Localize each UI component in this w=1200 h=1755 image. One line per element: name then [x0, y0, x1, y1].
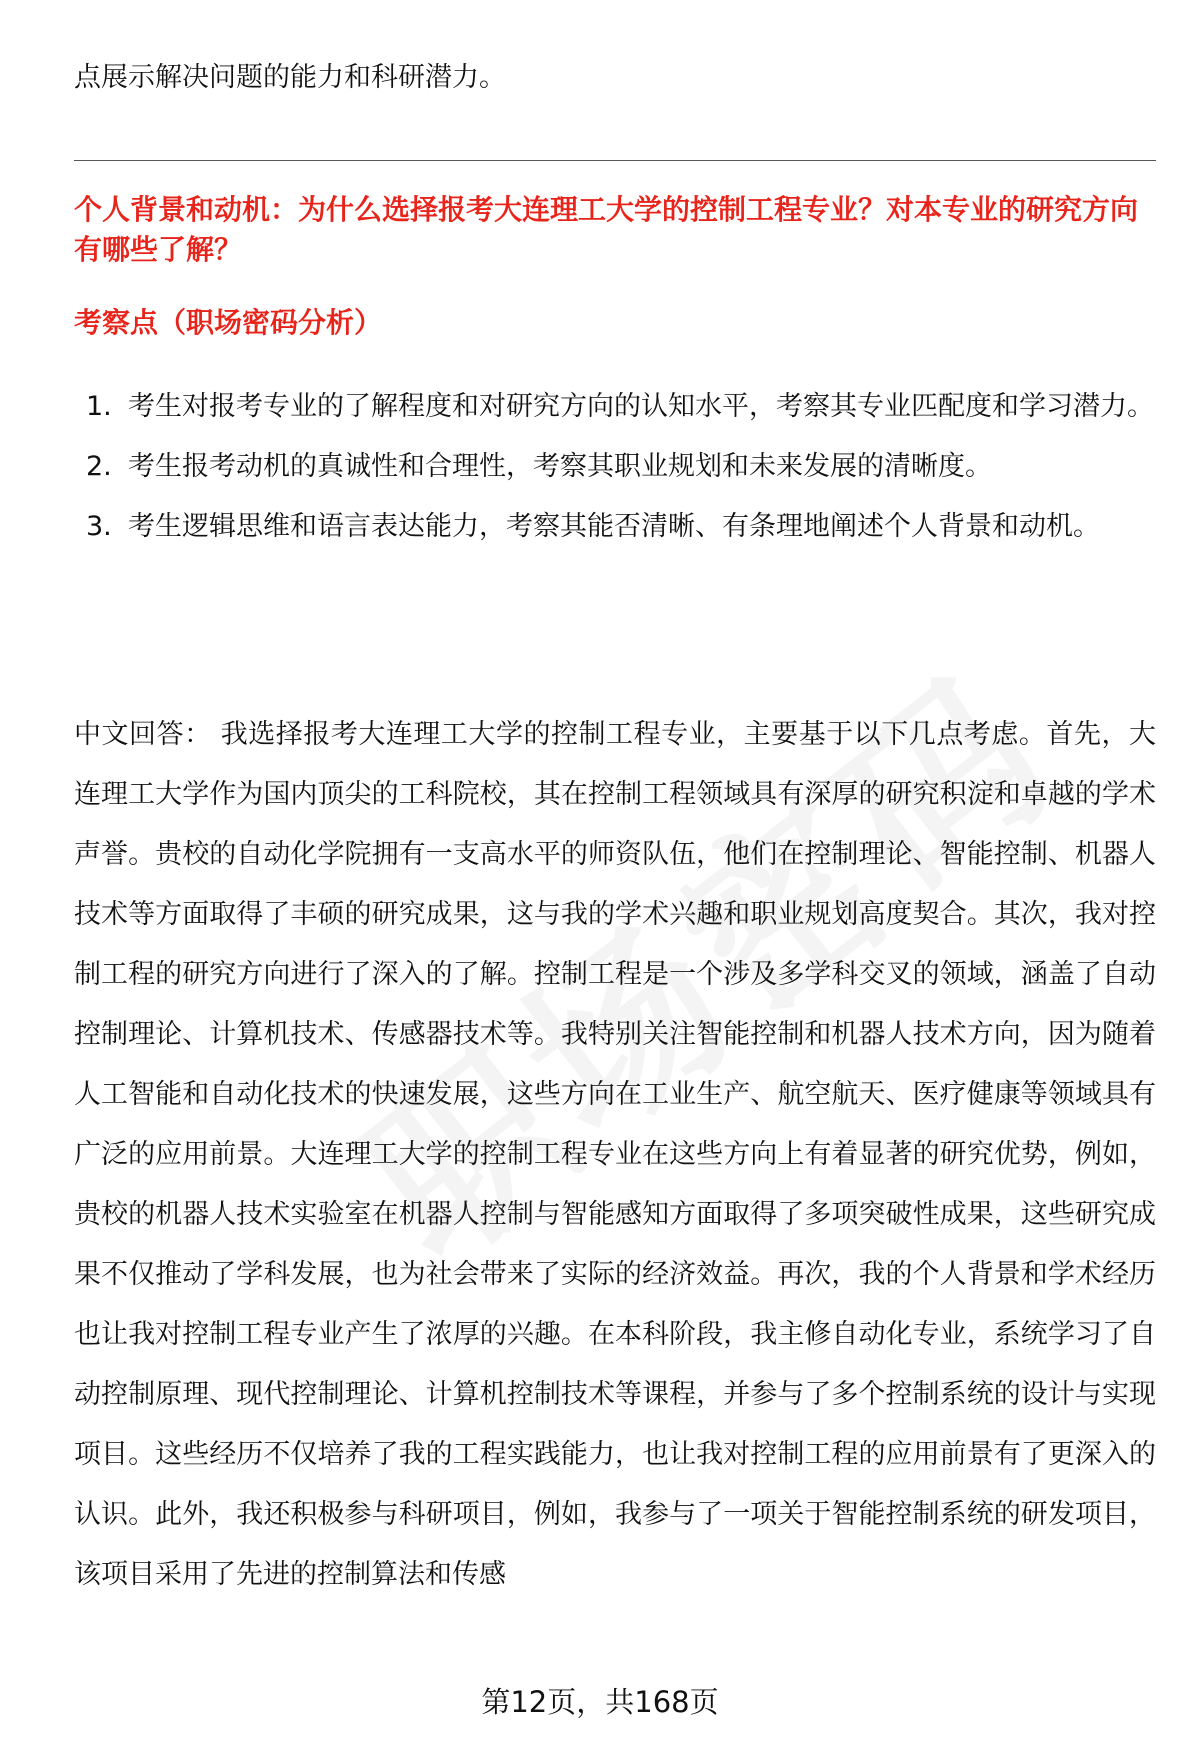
list-item: [74, 497, 1154, 557]
section-title: 考察点（职场密码分析）: [74, 306, 383, 339]
answer-paragraph: 中文回答： 我选择报考大连理工大学的控制工程专业，主要基于以下几点考虑。首先，大连理工大学作为国内顶尖的工科院校，其在控制工程领域具有深厚的研究积淀和卓越的学术声誉。贵校的自动化学院拥有一支高水平的师资队伍，他们在控制理论、智能控制、机器人技术等方面取得了丰硕的研究成果，这与我的学术兴趣和职业规划高度契合。其次，我对控制工程的研究方向进行了深入的了解。控制工程是一个涉及多学科交叉的领域，涵盖了自动控制理论、计算机技术、传感器技术等。我特别关注智能控制和机器人技术方向，因为随着人工智能和自动化技术的快速发展，这些方向在工业生产、航空航天、医疗健康等领域具有广泛的应用前景。大连理工大学的控制工程专业在这些方向上有着显著的研究优势，例如，贵校的机器人技术实验室在机器人控制与智能感知方面取得了多项突破性成果，这些研究成果不仅推动了学科发展，也为社会带来了实际的经济效益。再次，我的个人背景和学术经历也让我对控制工程专业产生了浓厚的兴趣。在本科阶段，我主修自动化专业，系统学习了自动控制原理、现代控制理论、计算机控制技术等课程，并参与了多个控制系统的设计与实现项目。这些经历不仅培养了我的工程实践能力，也让我对控制工程的应用前景有了更深入的认识。此外，我还积极参与科研项目，例如，我参与了一项关于智能控制系统的研发项目，该项目采用了先进的控制算法和传感: [74, 719, 1156, 1590]
list-item-text: 考生报考动机的真诚性和合理性，考察其职业规划和未来发展的清晰度。: [128, 451, 992, 482]
assessment-points-list: [74, 377, 1154, 557]
list-item-number: 2.: [86, 451, 112, 482]
list-item: [74, 437, 1154, 497]
list-item: [74, 377, 1154, 437]
question-heading: 个人背景和动机：为什么选择报考大连理工大学的控制工程专业？对本专业的研究方向有哪些了解？: [74, 193, 1139, 266]
list-item-number: 1.: [86, 391, 112, 422]
list-item-text: 考生逻辑思维和语言表达能力，考察其能否清晰、有条理地阐述个人背景和动机。: [128, 511, 1100, 542]
page-number: 第12页，共168页: [481, 1685, 719, 1719]
intro-line: 点展示解决问题的能力和科研潜力。: [74, 62, 506, 93]
list-item-number: 3.: [86, 511, 112, 542]
list-item-text: 考生对报考专业的了解程度和对研究方向的认知水平，考察其专业匹配度和学习潜力。: [128, 391, 1154, 422]
divider: [74, 160, 1156, 161]
